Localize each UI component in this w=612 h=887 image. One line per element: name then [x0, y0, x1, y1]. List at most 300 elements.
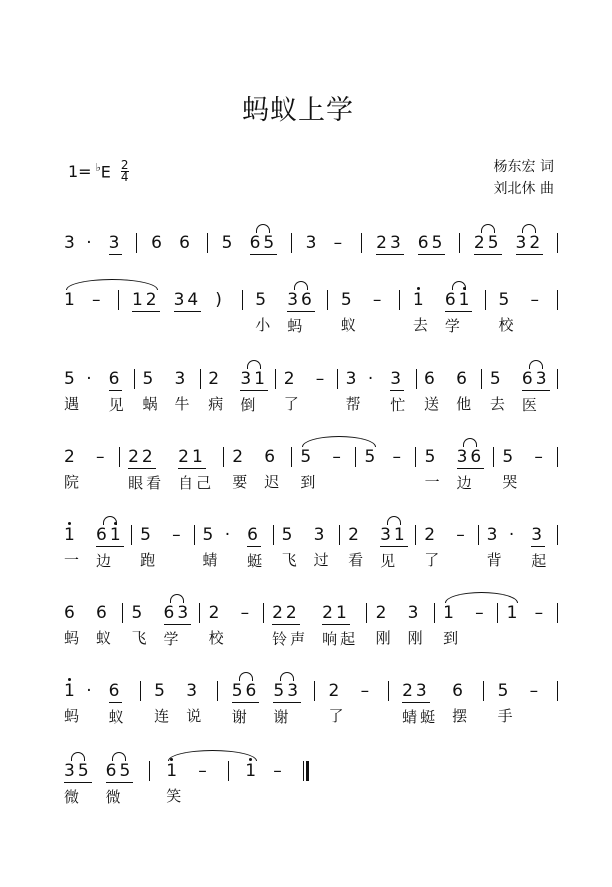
beat [272, 603, 308, 649]
note: – [534, 603, 547, 623]
lyric: 边 [456, 474, 475, 492]
lyric: 小 [255, 316, 274, 334]
barline [337, 369, 338, 389]
beat [380, 525, 408, 571]
barline [493, 447, 494, 467]
score-line [64, 525, 558, 571]
lyric [198, 786, 206, 806]
beat [314, 525, 332, 570]
lyric: 手 [497, 707, 516, 725]
measure [64, 233, 123, 279]
lyric [132, 316, 140, 336]
measure [376, 603, 426, 648]
barline [207, 233, 208, 253]
score-line [64, 369, 558, 415]
lyric: 帮 [345, 395, 364, 413]
beat [96, 525, 124, 571]
measure [232, 681, 301, 727]
barline [314, 681, 315, 701]
lyric: 了 [283, 395, 302, 413]
measure [64, 525, 124, 571]
note: 32 [515, 233, 544, 253]
lyric: 蜓 [247, 552, 266, 570]
barline [366, 603, 367, 623]
beat [332, 447, 346, 492]
beat [64, 761, 92, 807]
measure [329, 681, 375, 726]
lyric: 蚂 [64, 629, 83, 647]
note: 3 · [486, 525, 518, 545]
lyric: 蚁 [96, 629, 115, 647]
note: 5 [340, 290, 355, 310]
beat [316, 369, 330, 414]
barline [485, 290, 486, 310]
beat [106, 761, 134, 807]
measure [300, 447, 346, 492]
lyric: 摆 [452, 707, 471, 725]
beat [250, 233, 278, 279]
score-line [64, 447, 558, 493]
beat [198, 761, 212, 806]
note: 3 [313, 525, 328, 545]
beat [64, 603, 82, 648]
note: – [240, 603, 253, 623]
barline [415, 525, 416, 545]
lyric [245, 786, 253, 806]
lyric [273, 786, 281, 806]
note: 6 [456, 369, 470, 389]
beat [96, 603, 114, 648]
lyric: 蚁 [108, 708, 127, 726]
note: 35 [64, 761, 92, 781]
note: 3 [407, 603, 422, 623]
lyric [373, 315, 381, 335]
barline [118, 290, 119, 310]
beat [132, 290, 160, 336]
beat [284, 369, 302, 414]
note: 63 [163, 603, 192, 623]
note: 1 [245, 761, 259, 782]
beat [402, 681, 438, 727]
lyric: 响起 [322, 630, 359, 648]
beat [64, 447, 82, 492]
barline [291, 233, 292, 253]
note: 1 · [64, 681, 95, 702]
beat [490, 369, 508, 415]
lyric [474, 259, 482, 279]
measure [507, 603, 549, 648]
beat [443, 603, 461, 648]
composer: 刘北休 曲 [493, 181, 554, 197]
barline [194, 525, 195, 545]
barline [434, 603, 435, 623]
beat [364, 447, 378, 492]
note: 6 [179, 233, 193, 253]
note: – [534, 447, 546, 467]
lyric: 跑 [140, 551, 159, 569]
lyric [361, 706, 369, 726]
note: 6 [108, 681, 123, 701]
note: – [475, 603, 487, 623]
measure [490, 369, 550, 415]
note: 65 [105, 761, 134, 781]
note: 3 [108, 233, 123, 253]
lyric [109, 259, 117, 279]
barline [388, 681, 389, 701]
high-octave-dot [68, 522, 71, 525]
note: 2 [283, 369, 298, 389]
lyric [316, 394, 324, 414]
measure [348, 525, 408, 571]
barline [134, 369, 135, 389]
lyric: 微 [64, 788, 83, 806]
measure [209, 603, 255, 648]
beat [329, 681, 347, 726]
lyric [92, 315, 100, 335]
lyric [332, 472, 340, 492]
note: 23 [376, 233, 404, 253]
note: 22 [272, 603, 300, 623]
beat [64, 290, 78, 335]
measure [364, 447, 406, 492]
beat [64, 681, 95, 727]
beat [64, 525, 82, 571]
note: 2 [348, 525, 362, 545]
beat [322, 603, 358, 649]
beat [376, 603, 394, 648]
barline [327, 290, 328, 310]
barline [217, 681, 218, 701]
beat [392, 447, 406, 492]
lyric: 谢 [231, 708, 250, 726]
barline [149, 761, 150, 781]
beat [172, 525, 186, 570]
beat [178, 447, 214, 493]
note: – [392, 447, 404, 467]
lyric: 笑 [166, 787, 185, 805]
beat [522, 369, 550, 415]
barline [497, 603, 498, 623]
lyric: 边 [96, 552, 115, 570]
lyric: 见 [108, 396, 127, 414]
note: 3 · [64, 233, 95, 253]
note: 21 [322, 603, 350, 623]
lyric [179, 258, 187, 278]
beat [424, 525, 442, 570]
note: 25 [473, 233, 502, 253]
beat [215, 290, 229, 336]
beat [245, 761, 259, 806]
barline [242, 290, 243, 310]
measure [64, 369, 127, 415]
measure [498, 681, 544, 726]
measure [64, 681, 127, 727]
measure [341, 290, 387, 335]
high-octave-dot [417, 287, 420, 290]
beat [390, 369, 408, 415]
barline [557, 290, 558, 310]
score-line [64, 681, 558, 727]
lyric: 到 [443, 629, 462, 647]
note: – [530, 290, 542, 310]
note: 5 [498, 290, 513, 310]
beat [487, 525, 518, 571]
key-prefix: 1= [68, 162, 92, 181]
measure [245, 761, 287, 806]
beat [425, 447, 443, 493]
beat [373, 290, 387, 335]
beat [247, 525, 265, 571]
note: – [172, 525, 184, 545]
note: 61 [96, 525, 124, 547]
note: 6 [64, 603, 78, 623]
note: 1 [506, 603, 521, 623]
lyric: 说 [186, 707, 205, 725]
note: – [315, 369, 328, 389]
measure [255, 290, 315, 336]
beat [282, 525, 300, 570]
barline [416, 369, 417, 389]
note: 6 [108, 369, 123, 389]
lyric: 蚁 [340, 316, 359, 334]
lyric: 医 [521, 396, 540, 414]
note: 1 [443, 603, 457, 623]
beat [457, 447, 485, 493]
measure [284, 369, 330, 414]
beat [516, 233, 544, 279]
measure [208, 369, 268, 415]
measure [132, 290, 229, 336]
note: – [456, 525, 468, 545]
beat [502, 447, 520, 492]
lyric [222, 258, 230, 278]
measure [128, 447, 214, 493]
beat [64, 369, 95, 415]
note: 5 [255, 290, 270, 310]
beat [273, 681, 301, 727]
key-note: E [100, 162, 111, 182]
barline [557, 447, 558, 467]
note: 22 [128, 447, 156, 467]
note: 6 [96, 603, 110, 623]
barline [223, 447, 224, 467]
barline [200, 369, 201, 389]
lyric [174, 316, 182, 336]
beat [209, 603, 227, 648]
barline [140, 681, 141, 701]
note: 5 [497, 681, 512, 701]
beat [164, 603, 192, 649]
lyric [516, 259, 524, 279]
beat [174, 290, 202, 336]
measure [272, 603, 358, 649]
measure [132, 603, 192, 649]
note: 5 [424, 447, 439, 467]
score-line [64, 761, 309, 807]
lyric: 微 [105, 788, 124, 806]
lyric: 见 [380, 552, 399, 570]
final-barline [303, 761, 309, 781]
barline [557, 603, 558, 623]
beat [341, 290, 359, 335]
measure [282, 525, 332, 570]
lyric: 牛 [174, 395, 193, 413]
barline [459, 233, 460, 253]
beat [109, 369, 127, 415]
measure [140, 525, 186, 570]
barline [199, 603, 200, 623]
measure [306, 233, 348, 278]
lyric: 过 [313, 551, 332, 569]
barline [119, 447, 120, 467]
note: 2 [208, 603, 223, 623]
lyric: 蜗 [142, 395, 161, 413]
barline [275, 369, 276, 389]
score-line [64, 233, 558, 279]
note: 63 [521, 369, 550, 389]
barline [339, 525, 340, 545]
beat [535, 603, 549, 648]
lyric [530, 315, 538, 335]
note: – [529, 681, 542, 701]
measure [425, 447, 485, 493]
note: – [333, 233, 346, 253]
beat [530, 681, 544, 726]
barline [122, 603, 123, 623]
measure [64, 603, 114, 648]
lyric: 一 [64, 551, 83, 569]
lyric [64, 258, 72, 278]
note: 5 [131, 603, 146, 623]
note: 6 [247, 525, 261, 545]
measure [232, 447, 282, 492]
note: – [332, 447, 344, 467]
measure [64, 447, 110, 492]
note: 5 [142, 369, 157, 389]
lyric: 遇 [64, 395, 83, 413]
measure [424, 369, 474, 414]
lyric: 自己 [178, 474, 215, 492]
note: 2 [64, 447, 78, 467]
beat [203, 525, 234, 571]
lyric [241, 628, 249, 648]
lyric: 刚 [375, 629, 394, 647]
note: 36 [287, 290, 315, 310]
barline [481, 369, 482, 389]
note: 3 [390, 369, 405, 389]
note: 5 [140, 525, 154, 545]
note: 1 [64, 290, 78, 310]
lyric: 院 [64, 473, 83, 491]
lyric [456, 550, 464, 570]
note: 1 [64, 525, 78, 546]
beat [498, 681, 516, 726]
lyric: 起 [531, 552, 550, 570]
time-bottom: 4 [120, 170, 129, 184]
note: 5 [300, 447, 315, 467]
beat [376, 233, 404, 279]
lyricist: 杨东宏 词 [493, 159, 554, 175]
note: 5 · [64, 369, 95, 389]
note: 2 [375, 603, 390, 623]
lyric: 去 [489, 395, 508, 413]
beat [222, 233, 236, 279]
lyric: 铃声 [272, 630, 309, 648]
high-octave-dot [463, 287, 466, 290]
measure [487, 525, 550, 571]
barline [361, 233, 362, 253]
note: – [360, 681, 373, 701]
score-line [64, 603, 558, 649]
key-signature [68, 160, 129, 183]
lyric: 了 [424, 551, 443, 569]
song-title: 蚂蚁上学 [242, 95, 354, 126]
lyric: 倒 [240, 396, 259, 414]
lyric: 飞 [131, 629, 150, 647]
slur-tie [168, 750, 257, 761]
note: 3 · [345, 369, 377, 389]
beat [424, 369, 442, 414]
note: 23 [402, 681, 430, 701]
lyric: 蜻 [202, 551, 221, 569]
measure [402, 681, 470, 727]
barline [557, 525, 558, 545]
measure [64, 761, 133, 807]
beat [64, 233, 95, 279]
lyric: 看 [348, 551, 367, 569]
beat [255, 290, 273, 336]
beat [128, 447, 164, 493]
lyric [475, 628, 483, 648]
note: 2 [232, 447, 247, 467]
note: 1 [413, 290, 427, 311]
measure [151, 233, 193, 278]
barline [483, 681, 484, 701]
note: ) [215, 290, 225, 310]
lyric: 忙 [390, 396, 409, 414]
beat [240, 369, 268, 415]
barline [355, 447, 356, 467]
note: – [96, 447, 108, 467]
beat [498, 290, 516, 335]
lyric: 眼看 [128, 474, 165, 492]
lyric: 飞 [281, 551, 300, 569]
lyric [334, 258, 342, 278]
lyric [530, 706, 538, 726]
beat [287, 290, 315, 336]
note: 36 [456, 447, 485, 467]
barline [399, 290, 400, 310]
barline [263, 603, 264, 623]
beat [142, 369, 160, 414]
note: 21 [178, 447, 206, 467]
note: 5 [489, 369, 504, 389]
lyric: 了 [328, 707, 347, 725]
measure [498, 290, 544, 335]
note: 3 [531, 525, 546, 545]
beat [452, 681, 470, 727]
lyric [535, 628, 543, 648]
note: 5 [364, 447, 379, 467]
lyric: 连 [154, 707, 173, 725]
note: 2 [424, 525, 439, 545]
note: – [273, 761, 285, 781]
score-line [64, 290, 558, 336]
barline [557, 233, 558, 253]
note: 6 [452, 681, 466, 701]
beat [456, 369, 474, 414]
beat [474, 233, 502, 279]
